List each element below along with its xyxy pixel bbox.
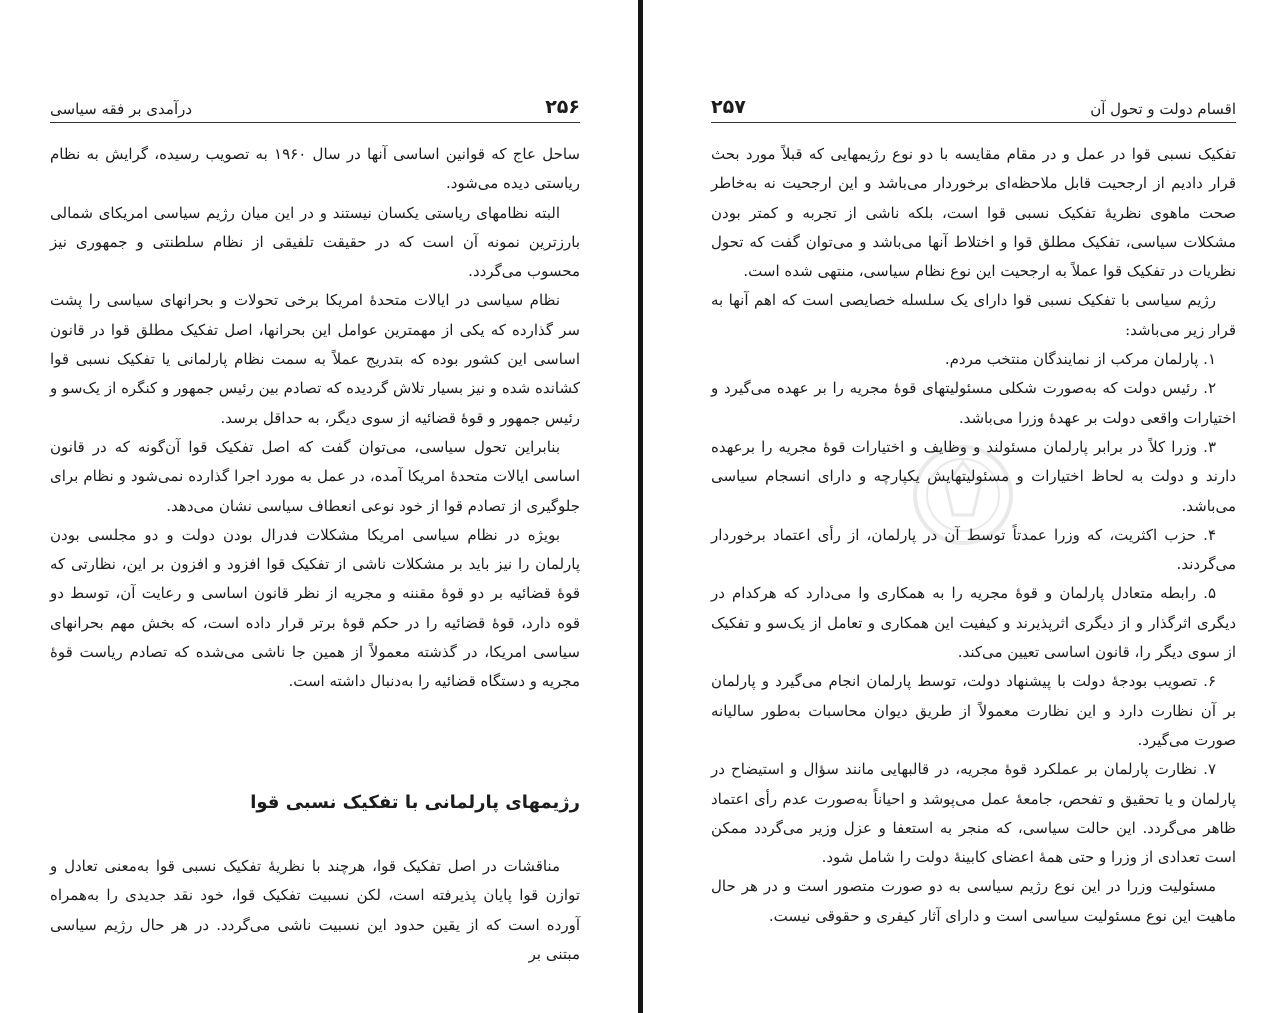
right-paragraph-2: رژیم سیاسی با تفکیک نسبی قوا دارای یک سلسله خصایصی است که اهم آنها به قرار زیر می‌باشد: [711,291,1236,339]
section-heading: رژیمهای پارلمانی با تفکیک نسبی قوا [250,792,580,813]
left-paragraph-6: مناقشات در اصل تفکیک قوا، هرچند با نظریهٔ تفکیک نسبی قوا به‌معنی تعادل و توازن قوا پایان پذیرفته است، لکن نسبیت تفکیک قوا، خود نقد جدیدی را به‌همراه آورده است که از یقین حدود این نسبیت ناشی می‌گردد. در هر حال رژیم سیاسی مبتنی بر [50,857,580,963]
right-list-item-6: ۶. تصویب بودجهٔ دولت با پیشنهاد دولت، توسط پارلمان انجام می‌گیرد و پارلمان بر آن نظارت دارد و این نظارت معمولاً از طریق دیوان محاسبات به‌طور سالیانه صورت می‌گیرد. [711,672,1236,749]
left-paragraph-2: البته نظامهای ریاستی یکسان نیستند و در این میان رژیم سیاسی امریکای شمالی بارزترین نمونه آن است که در حقیقت تلفیقی از نظام سلطنتی و جمهوری نیز محسوب می‌گردد. [50,203,580,281]
left-paragraph-5: بویژه در نظام سیاسی امریکا مشکلات فدرال بودن دولت و دو مجلسی بودن پارلمان را نیز باید بر مشکلات ناشی از تفکیک قوا افزود و افزون بر این، نظارتی که قوهٔ قضائیه بر دو قوهٔ مقننه و مجریه از نظر قانون اساسی و رعایت آن، توسط دو قوه دارد، قوهٔ قضائیه را در حکم قوهٔ برتر قرار داده است، که بخش مهم بحرانهای سیاسی امریکا، در گذشته معمولاً از همین جا ناشی می‌شده که تصادم ریاست قوهٔ مجریه و دستگاه قضائیه را به‌دنبال داشته است. [50,525,580,691]
right-page-running-title: اقسام دولت و تحول آن [1090,100,1236,118]
left-page [0,0,638,1013]
left-page-header [50,86,580,123]
right-list-item-3: ۳. وزرا کلاً در برابر پارلمان مسئولند و وظایف و اختیارات قوهٔ مجریه را برعهده دارند و دولت به لحاظ اختیارات و مسئولیتهایش یکپارچه و دارای انسجام سیاسی می‌باشد. [711,437,1236,515]
left-page-number: ۲۵۶ [545,96,580,118]
right-page-header [711,86,1236,123]
left-paragraph-3: نظام سیاسی در ایالات متحدهٔ امریکا برخی تحولات و بحرانهای سیاسی را پشت سر گذارده که یکی از مهمترین عوامل این بحرانها، اصل تفکیک مطلق قوا در قانون اساسی این کشور بوده که بتدریج عملاً به سمت نظام پارلمانی یا تفکیک نسبی قوا کشانده شده و نیز بسیار تلاش گردیده که تصادم بین رئیس جمهور و کنگره از یک‌سو و رئیس جمهور و قوهٔ قضائیه از سوی دیگر، به حداقل برسد. [50,291,580,427]
left-page-body [50,140,580,697]
right-paragraph-1: تفکیک نسبی قوا در عمل و در مقام مقایسه با دو نوع رژیمهایی که قبلاً مورد بحث قرار دادیم از ارجحیت قابل ملاحظه‌ای برخوردار می‌باشد و این ارجحیت نه به‌خاطر صحت ماهوی نظریهٔ تفکیک نسبی قوا است، بلکه ناشی از تجربه و کمتر بودن مشکلات سیاسی، تفکیک مطلق قوا و اختلاط آنها می‌باشد و می‌توان گفت که تحول نظریات در تفکیک قوا عملاً به ارجحیت این نوع نظام سیاسی، منتهی شده است. [711,145,1236,281]
right-list-item-7: ۷. نظارت پارلمان بر عملکرد قوهٔ مجریه، در قالبهایی مانند سؤال و استیضاح در پارلمان و یا تحقیق و تفحص، جامعهٔ عمل می‌پوشد و احیاناً به‌صورت عدم رأی اعتماد ظاهر می‌گردد. این حالت سیاسی، که منجر به استعفا و عزل وزیر می‌گردد ممکن است تعدادی از وزرا و حتی همهٔ اعضای کابینهٔ دولت را شامل شود. [711,760,1236,867]
left-paragraph-4: بنابراین تحول سیاسی، می‌توان گفت که اصل تفکیک قوا آن‌گونه که در قانون اساسی ایالات متحدهٔ امریکا آمده، در عمل به مورد اجرا گذارده نمی‌شود و نظام برای جلوگیری از تصادم قوا از خود نوعی انعطاف سیاسی نشان می‌دهد. [50,437,580,515]
right-list-item-1: ۱. پارلمان مرکب از نمایندگان منتخب مردم. [944,350,1216,369]
left-page-body-after-heading [50,852,580,969]
right-list-item-5: ۵. رابطه متعادل پارلمان و قوهٔ مجریه را به همکاری وا می‌دارد که هرکدام در دیگری اثرگذار و از دیگری اثرپذیرند و کیفیت این همکاری و تعامل از یک‌سو و تفکیک از سوی دیگر را، قانون اساسی تعیین می‌کند. [711,584,1236,662]
left-page-running-title: درآمدی بر فقه سیاسی [50,100,193,118]
right-list-item-2: ۲. رئیس دولت که به‌صورت شکلی مسئولیتهای قوهٔ مجریه را بر عهده می‌گیرد و اختیارات واقعی دولت بر عهدهٔ وزرا می‌باشد. [711,379,1236,427]
right-page-number: ۲۵۷ [711,96,746,118]
left-paragraph-1: ساحل عاج که قوانین اساسی آنها در سال ۱۹۶۰ به تصویب رسیده، گرایش به نظام ریاستی دیده می‌شود. [50,145,580,193]
right-list-item-4: ۴. حزب اکثریت، که وزرا عمدتاً توسط آن در پارلمان، از رأی اعتماد برخوردار می‌گردند. [711,525,1236,574]
right-page [643,0,1280,1013]
right-paragraph-last: مسئولیت وزرا در این نوع رژیم سیاسی به دو صورت متصور است و در هر حال ماهیت این نوع مسئولیت سیاسی است و دارای آثار کیفری و حقوقی نیست. [711,877,1236,925]
right-page-body [711,140,1236,931]
